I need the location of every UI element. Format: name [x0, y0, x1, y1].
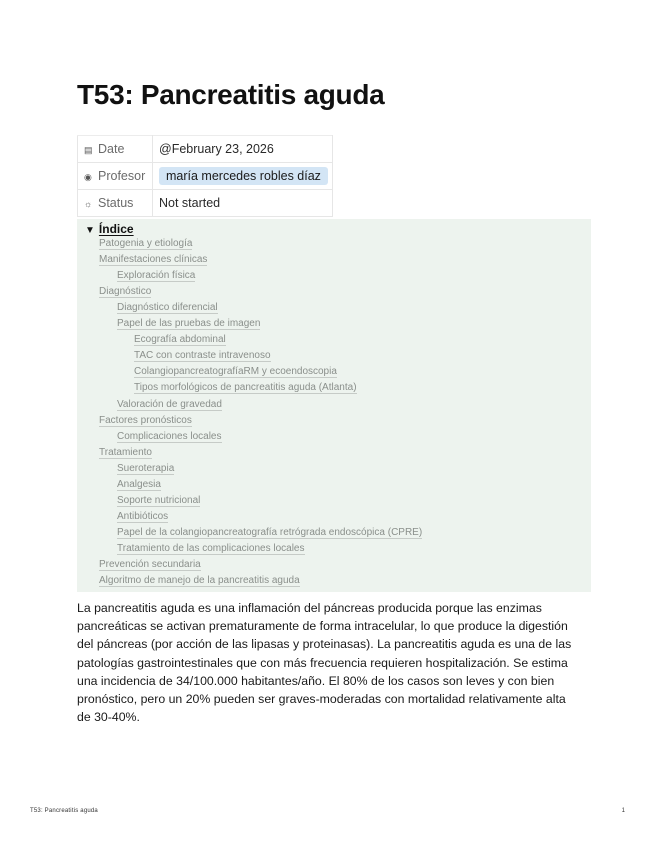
toc-item-label[interactable]: Algoritmo de manejo de la pancreatitis aguda	[99, 575, 300, 587]
toc-item-label[interactable]: Manifestaciones clínicas	[99, 254, 208, 266]
intro-paragraph: La pancreatitis aguda es una inflamación del páncreas producida porque las enzimas pancreáticas se activan prematuramente de forma intracelular, lo que produce la digestión del páncreas (por acción de las lipasas y proteinasas). La pancreatitis aguda es una de las patologías gastrointestinales que con más frecuencia requieren hospitalización. Se estima una incidencia de 34/100.000 habitantes/año. El 80% de los casos son leves y con bien pronóstico, pero un 20% pueden ser graves-moderadas con mortalidad relativamente alta de 30-40%.	[77, 601, 572, 725]
toc-item[interactable]	[117, 270, 195, 282]
page-title: T53: Pancreatitis aguda	[77, 79, 385, 110]
property-value-profesor[interactable]	[153, 163, 333, 190]
toc-item-label[interactable]: Papel de las pruebas de imagen	[117, 318, 261, 330]
toc-item[interactable]	[117, 495, 200, 507]
toc-item[interactable]	[134, 350, 271, 362]
calendar-icon: ▤	[84, 145, 93, 155]
toc-item-label[interactable]: Antibióticos	[117, 510, 169, 522]
toc-item-label[interactable]: Tipos morfológicos de pancreatitis aguda (Atlanta)	[134, 382, 357, 394]
property-key-date: ▤ Date	[78, 136, 153, 163]
toc-item-label[interactable]: Diagnóstico diferencial	[117, 302, 218, 314]
toc-item-label[interactable]: Tratamiento	[99, 446, 152, 458]
toc-item[interactable]	[117, 479, 161, 491]
toc-item-label[interactable]: Exploración física	[117, 270, 196, 282]
property-key-status: ☼ Status	[78, 190, 153, 217]
footer-page-number: 1	[621, 808, 625, 814]
toc-item[interactable]	[117, 527, 422, 539]
toc-item[interactable]	[99, 575, 300, 587]
person-icon: ◉	[84, 172, 92, 182]
footer-title: T53: Pancreatitis aguda	[30, 808, 98, 814]
toggle-arrow-icon[interactable]: ▼	[85, 225, 95, 236]
toc-item-label[interactable]: ColangiopancreatografíaRM y ecoendoscopia	[134, 366, 337, 378]
properties-table	[77, 135, 333, 217]
toc-item[interactable]	[99, 447, 152, 459]
toc-item-label[interactable]: Factores pronósticos	[99, 414, 192, 426]
toc-item-label[interactable]: Tratamiento de las complicaciones locales	[117, 542, 305, 554]
toc-item[interactable]	[99, 254, 207, 266]
property-row-profesor	[78, 163, 333, 190]
toc-item-label[interactable]: Papel de la colangiopancreatografía retrógrada endoscópica (CPRE)	[117, 526, 423, 538]
toc-heading: Índice	[98, 222, 134, 236]
property-value-date[interactable]: @February 23, 2026	[153, 136, 333, 163]
toc-item-label[interactable]: Complicaciones locales	[117, 430, 222, 442]
toc-item-label[interactable]: Diagnóstico	[99, 286, 152, 298]
toc-item[interactable]	[99, 415, 192, 427]
toc-item[interactable]	[117, 511, 168, 523]
toc-item[interactable]	[99, 238, 192, 250]
toc-item[interactable]	[117, 399, 222, 411]
toc-item[interactable]	[134, 382, 357, 394]
toc-toggle-header[interactable]	[85, 222, 134, 236]
toc-item[interactable]	[117, 318, 260, 330]
toc-item-label[interactable]: Sueroterapia	[117, 462, 175, 474]
toc-item[interactable]	[99, 286, 151, 298]
toc-item[interactable]	[134, 334, 226, 346]
toc-item-label[interactable]: Ecografía abdominal	[134, 334, 226, 346]
toc-item[interactable]	[99, 559, 201, 571]
toc-toggle-block	[77, 219, 591, 592]
profesor-chip[interactable]: maría mercedes robles díaz	[159, 167, 328, 185]
toc-item[interactable]	[117, 463, 174, 475]
property-row-date	[78, 136, 333, 163]
toc-item-label[interactable]: Valoración de gravedad	[117, 398, 222, 410]
toc-item-label[interactable]: Soporte nutricional	[117, 494, 201, 506]
toc-item-label[interactable]: Prevención secundaria	[99, 559, 201, 570]
toc-item[interactable]	[117, 543, 305, 555]
property-row-status	[78, 190, 333, 217]
toc-item-label[interactable]: TAC con contraste intravenoso	[134, 350, 271, 362]
property-key-profesor: ◉ Profesor	[78, 163, 153, 190]
status-icon: ☼	[84, 199, 93, 209]
toc-item[interactable]	[117, 431, 222, 443]
toc-item-label[interactable]: Patogenia y etiología	[99, 238, 193, 249]
toc-item[interactable]	[117, 302, 218, 314]
toc-item[interactable]	[134, 366, 337, 378]
property-value-status[interactable]: Not started	[153, 190, 333, 217]
toc-item-label[interactable]: Analgesia	[117, 478, 161, 490]
